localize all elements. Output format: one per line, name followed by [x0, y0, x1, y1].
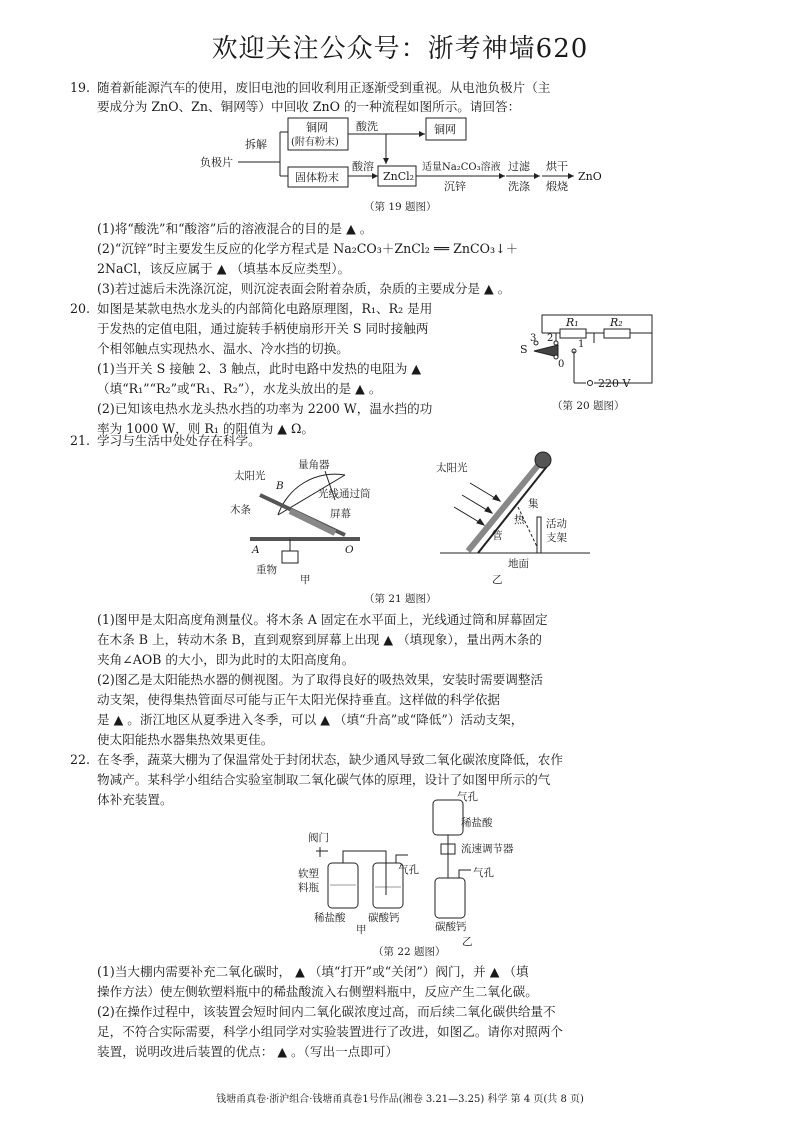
q21-sub-6: 是 ▲ 。浙江地区从夏季进入冬季，可以 ▲ （填“升高”或“降低”）活动支架，: [97, 712, 524, 727]
page-header: 欢迎关注公众号：浙考神墙620: [211, 34, 589, 64]
q19-line-1: 随着新能源汽车的使用，废旧电池的回收利用正逐渐受到重视。从电池负极片（主: [97, 80, 551, 95]
jia22-label: 甲: [356, 924, 367, 935]
flow-chenxin: 沉锌: [444, 180, 466, 193]
q22-apparatus-jia: [298, 825, 428, 935]
q22-apparatus-yi: [425, 790, 555, 935]
q21-diagram-yi: [430, 445, 600, 585]
q19-flow-diagram: [200, 112, 620, 194]
q22-sub-4: 足，不符合实际需要，科学小组同学对实验装置进行了改进，如图乙。请你对照两个: [97, 1024, 563, 1039]
jia22-liaoping: 料瓶: [298, 882, 319, 894]
q20-number: 20.: [70, 301, 91, 316]
yi-taiyangguang: 太阳光: [436, 462, 468, 474]
flow-guolv: 过滤: [508, 160, 530, 173]
yi22-tansuangai: 碳酸钙: [435, 921, 467, 933]
q19-sub-3: 2NaCl，该反应属于 ▲ （填基本反应类型）。: [97, 261, 351, 276]
jia22-tansuangai: 碳酸钙: [368, 912, 400, 924]
q21-sub-1: (1)图甲是太阳高度角测量仪。将木条 A 固定在水平面上，光线通过筒和屏幕固定: [97, 612, 548, 627]
flow-zncl2: ZnCl₂: [383, 170, 415, 183]
q20-line-4: (1)当开关 S 接触 2、3 触点，此时电路中发热的电阻为 ▲: [97, 361, 422, 376]
q19-sub-4: (3)若过滤后未洗涤沉淀，则沉淀表面会附着杂质，杂质的主要成分是 ▲ 。: [97, 281, 511, 296]
yi22-qikong-top: 气孔: [457, 791, 478, 803]
jia-zhongwu: 重物: [256, 564, 277, 576]
q19-sub-2: (2)“沉锌”时主要发生反应的化学方程式是 Na₂CO₃＋ZnCl₂ ══ ZnCO₃↓＋: [97, 241, 519, 256]
page-footer: 钱塘甬真卷·浙沪组合·钱塘甬真卷1号作品(湘卷 3.21—3.25) 科学 第 4 页(共 8 页): [216, 1094, 584, 1105]
q22-number: 22.: [70, 752, 91, 767]
flow-reagent: 适量Na₂CO₃溶液: [422, 162, 501, 173]
flow-suanrong: 酸溶: [352, 160, 374, 173]
q20-line-5: （填“R₁”“R₂”或“R₁、R₂”），水龙头放出的是 ▲ 。: [97, 381, 382, 396]
yi22-xiyansuan: 稀盐酸: [461, 817, 493, 829]
yi-dimian: 地面: [508, 558, 529, 570]
flow-guti: 固体粉末: [295, 171, 339, 184]
jia22-famen: 阀门: [308, 832, 329, 844]
q20-line-7: 率为 1000 W，则 R₁ 的阻值为 ▲ Ω。: [97, 421, 315, 436]
q22-sub-5: 装置，说明改进后装置的优点： ▲ 。（写出一点即可）: [97, 1044, 399, 1059]
q21-sub-5: 动支架，使得集热管面尽可能与正午太阳光保持垂直。这样做的科学依据: [97, 692, 500, 707]
q19-line-2: 要成分为 ZnO、Zn、铜网等）中回收 ZnO 的一种流程如图所示。请回答：: [97, 99, 521, 114]
flow-chaijie: 拆解: [245, 138, 267, 151]
circuit-2: 2: [547, 333, 554, 344]
flow-fuyou: (附有粉末): [291, 137, 339, 148]
q19-number: 19.: [70, 80, 91, 95]
yi-zhijia: 支架: [546, 532, 567, 544]
yi-re: 热: [514, 514, 525, 526]
jia22-ruansu: 软塑: [298, 868, 319, 880]
circuit-r2: R₂: [610, 316, 623, 329]
jia-taiyangguang: 太阳光: [234, 470, 266, 482]
circuit-1: 1: [578, 339, 585, 350]
jia-label: 甲: [300, 574, 311, 585]
q22-sub-1: (1)当大棚内需要补充二氧化碳时， ▲ （填“打开”或“关闭”）阀门，并 ▲ （填: [97, 964, 529, 979]
q20-line-3: 个相邻触点实现热水、温水、冷水挡的切换。: [97, 341, 349, 356]
circuit-v: 220 V: [598, 377, 631, 390]
flow-start: 负极片: [200, 156, 233, 169]
flow-honggan: 烘干: [546, 160, 568, 173]
flow-suanxi: 酸洗: [356, 120, 378, 133]
q21-diagram-jia: [230, 455, 400, 585]
yi-ji: 集: [528, 498, 539, 510]
q22-line-2: 物减产。某科学小组结合实验室制取二氧化碳气体的原理，设计了如图甲所示的气: [97, 772, 551, 787]
q20-caption: （第 20 题图）: [552, 400, 625, 412]
yi22-qikong: 气孔: [473, 867, 494, 879]
flow-duanshao: 煅烧: [546, 180, 568, 193]
circuit-0: 0: [558, 359, 565, 370]
yi22-liusu: 流速调节器: [461, 843, 514, 855]
yi-guan: 管: [492, 530, 503, 542]
q20-line-1: 如图是某款电热水龙头的内部简化电路原理图，R₁、R₂ 是用: [97, 301, 433, 316]
q22-sub-2: 操作方法）使左侧软塑料瓶中的稀盐酸流入右侧塑料瓶中，反应产生二氧化碳。: [97, 984, 538, 999]
flow-xidi: 洗涤: [508, 180, 530, 193]
q21-number: 21.: [70, 433, 91, 448]
q21-sub-2: 在木条 B 上，转动木条 B，直到观察到屏幕上出现 ▲ （填现象），量出两木条的: [97, 632, 542, 647]
flow-tongwang: 铜网: [434, 123, 456, 136]
q19-sub-1: (1)将“酸洗”和“酸溶”后的溶液混合的目的是 ▲ 。: [97, 221, 373, 236]
jia22-xiyansuan: 稀盐酸: [314, 912, 346, 924]
jia-o: O: [345, 544, 354, 556]
q20-circuit: [512, 295, 662, 395]
q21-intro: 学习与生活中处处存在科学。: [97, 433, 261, 448]
circuit-r1: R₁: [566, 316, 579, 329]
jia-b: B: [276, 480, 284, 492]
q22-line-1: 在冬季，蔬菜大棚为了保温常处于封闭状态，缺少通风导致二氧化碳浓度降低，农作: [97, 752, 563, 767]
q21-sub-4: (2)图乙是太阳能热水器的侧视图。为了取得良好的吸热效果，安装时需要调整活: [97, 672, 544, 687]
jia-pingmu: 屏幕: [330, 508, 351, 520]
jia-a: A: [252, 544, 260, 556]
jia-guangxian: 光线通过筒: [318, 488, 371, 500]
q22-line-3: 体补充装置。: [97, 792, 173, 807]
q20-line-6: (2)已知该电热水龙头热水挡的功率为 2200 W，温水挡的功: [97, 401, 433, 416]
jia-liangjiaoqi: 量角器: [298, 459, 330, 471]
q20-line-2: 于发热的定值电阻，通过旋转手柄使扇形开关 S 同时接触两: [97, 321, 429, 336]
circuit-3: 3: [530, 333, 537, 344]
jia-mutiao: 木条: [230, 504, 251, 516]
jia22-qikong: 气孔: [398, 864, 419, 876]
q21-sub-3: 夹角∠AOB 的大小，即为此时的太阳高度角。: [97, 652, 355, 667]
q21-caption: （第 21 题图）: [364, 593, 437, 605]
q21-sub-7: 使太阳能热水器集热效果更佳。: [97, 732, 274, 747]
yi-label: 乙: [492, 574, 503, 585]
q22-caption: （第 22 题图）: [373, 946, 446, 958]
circuit-s: S: [520, 343, 528, 356]
flow-tongwang-fen: 铜网: [306, 121, 328, 134]
q22-sub-3: (2)在操作过程中，该装置会短时间内二氧化碳浓度过高，而后续二氧化碳供给量不: [97, 1004, 556, 1019]
q22-yi-label: 乙: [462, 936, 473, 948]
q19-caption: （第 19 题图）: [364, 201, 437, 213]
flow-zno: ZnO: [578, 170, 602, 183]
yi-huodong: 活动: [546, 518, 567, 530]
